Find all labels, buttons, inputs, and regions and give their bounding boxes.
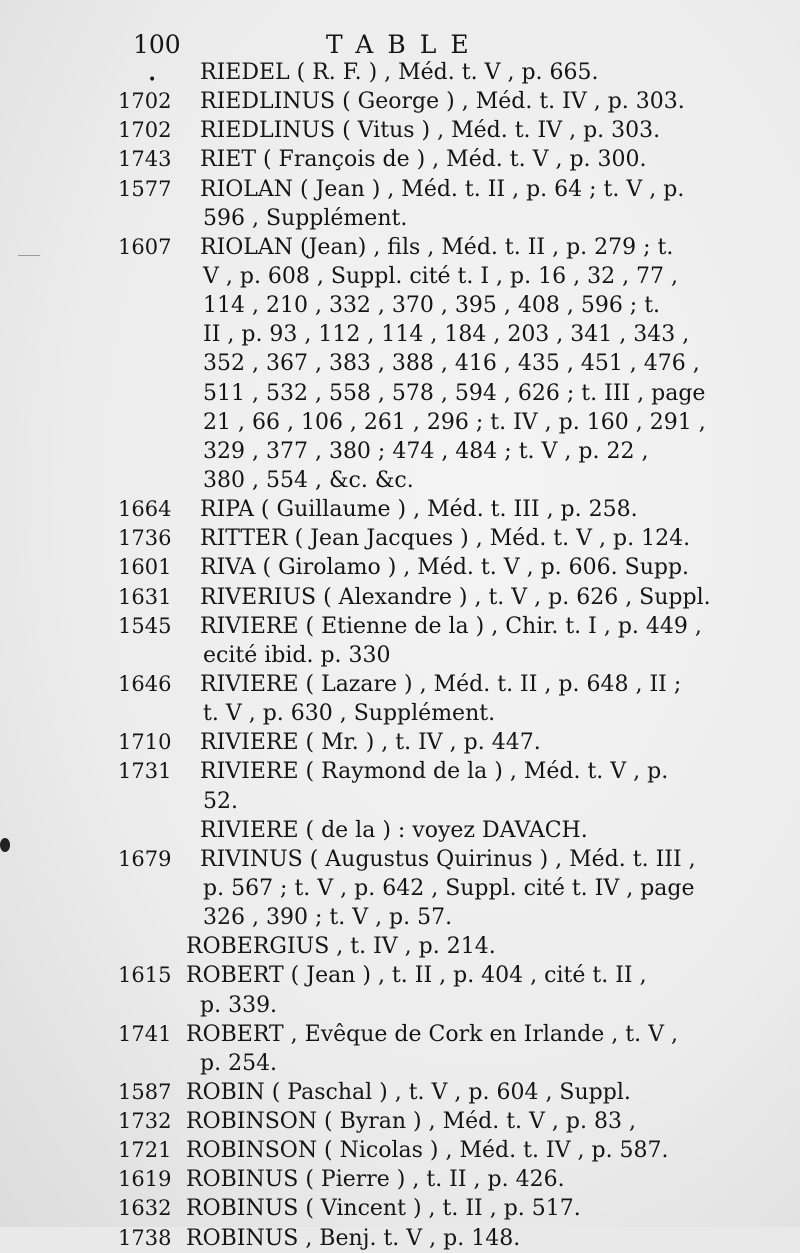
entry-continuation: 596 , Supplément. [203, 205, 408, 231]
entry-line [0, 437, 800, 466]
entry-heading: ROBINUS , Benj. t. V , p. 148. [186, 1225, 521, 1251]
entry-year: 1702 [118, 118, 172, 143]
entry-line [0, 58, 800, 87]
entry-line [0, 1224, 800, 1253]
entry-line [0, 1078, 800, 1107]
entry-heading: RIVIERE ( Mr. ) , t. IV , p. 447. [200, 730, 541, 756]
entry-line [0, 728, 800, 757]
bullet-mark: • [148, 72, 157, 88]
entry-year: 1679 [118, 846, 172, 871]
index-entry [0, 1136, 800, 1165]
running-title: TABLE [326, 30, 483, 59]
entry-heading: RIVA ( Girolamo ) , Méd. t. V , p. 606. Supp. [200, 555, 690, 581]
entry-line [0, 524, 800, 553]
entry-line [0, 932, 800, 961]
entry-year: 1631 [118, 584, 172, 609]
entry-heading: ROBERT ( Jean ) , t. II , p. 404 , cité t. II , [186, 963, 647, 989]
entry-line [0, 1165, 800, 1194]
entry-continuation: p. 567 ; t. V , p. 642 , Suppl. cité t. IV , page [203, 875, 695, 901]
entry-line [0, 175, 800, 204]
entry-line [0, 291, 800, 320]
entry-year: 1731 [118, 759, 172, 784]
index-entry [0, 175, 800, 233]
index-entry [0, 1020, 800, 1078]
entry-line [0, 583, 800, 612]
entry-line [0, 757, 800, 786]
entry-heading: RIEDLINUS ( George ) , Méd. t. IV , p. 303. [200, 89, 685, 115]
entry-line [0, 845, 800, 874]
index-entry [0, 1224, 800, 1253]
entry-continuation: II , p. 93 , 112 , 114 , 184 , 203 , 341 , 343 , [203, 322, 690, 348]
entry-line [0, 204, 800, 233]
entry-heading: RITTER ( Jean Jacques ) , Méd. t. V , p. 124. [200, 526, 691, 552]
entry-line [0, 991, 800, 1020]
entry-year: 1721 [118, 1138, 172, 1163]
entry-heading: ROBINUS ( Pierre ) , t. II , p. 426. [186, 1167, 565, 1193]
entry-continuation: 114 , 210 , 332 , 370 , 395 , 408 , 596 ; t. [203, 293, 661, 319]
index-entry [0, 728, 800, 757]
index-entry [0, 1194, 800, 1223]
entry-year: 1732 [118, 1109, 172, 1134]
entry-line [0, 903, 800, 932]
index-entry [0, 670, 800, 728]
entry-year: 1710 [118, 730, 172, 755]
index-entry [0, 233, 800, 495]
entry-heading: RIEDLINUS ( Vitus ) , Méd. t. IV , p. 303. [200, 118, 661, 144]
index-entry [0, 845, 800, 932]
entry-year: 1607 [118, 234, 172, 259]
entry-line [0, 1020, 800, 1049]
entry-year: 1664 [118, 497, 172, 522]
index-entry [0, 495, 800, 524]
entry-heading: RIVIERE ( Lazare ) , Méd. t. II , p. 648 , II ; [200, 671, 682, 697]
index-entry [0, 553, 800, 582]
entry-line [0, 1136, 800, 1165]
entry-continuation: 352 , 367 , 383 , 388 , 416 , 435 , 451 , 476 , [203, 351, 700, 377]
index-entry [0, 1165, 800, 1194]
entry-heading: ROBINUS ( Vincent ) , t. II , p. 517. [186, 1196, 581, 1222]
entry-line [0, 87, 800, 116]
index-entry [0, 116, 800, 145]
entry-line [0, 961, 800, 990]
index-entry [0, 524, 800, 553]
entry-year: 1738 [118, 1225, 172, 1250]
entry-continuation: V , p. 608 , Suppl. cité t. I , p. 16 , 32 , 77 , [203, 263, 679, 289]
entry-line [0, 816, 800, 845]
entry-year: 1743 [118, 147, 172, 172]
entry-continuation: t. V , p. 630 , Supplément. [203, 701, 496, 727]
page-number: 100 [133, 30, 181, 59]
entry-year: 1587 [118, 1079, 172, 1104]
entry-line [0, 349, 800, 378]
entry-heading: RIOLAN ( Jean ) , Méd. t. II , p. 64 ; t. V , p. [200, 176, 685, 202]
entry-year: 1702 [118, 89, 172, 114]
entry-line [0, 495, 800, 524]
entry-heading: ROBIN ( Paschal ) , t. V , p. 604 , Suppl. [186, 1079, 631, 1105]
entry-year: 1646 [118, 671, 172, 696]
index-entry [0, 757, 800, 815]
entry-year: 1741 [118, 1021, 172, 1046]
entry-year: 1577 [118, 176, 172, 201]
entry-line [0, 379, 800, 408]
index-entry [0, 58, 800, 87]
entry-line [0, 1049, 800, 1078]
entry-line [0, 874, 800, 903]
entry-heading: RIVERIUS ( Alexandre ) , t. V , p. 626 , Suppl. [200, 584, 711, 610]
index-entry [0, 612, 800, 670]
entry-continuation: 21 , 66 , 106 , 261 , 296 ; t. IV , p. 160 , 291 , [203, 409, 706, 435]
entry-year: 1601 [118, 555, 172, 580]
entry-year: 1619 [118, 1167, 172, 1192]
entry-continuation: 380 , 554 , &c. &c. [203, 467, 414, 493]
entry-line [0, 787, 800, 816]
entry-line [0, 1107, 800, 1136]
entry-heading: RIEDEL ( R. F. ) , Méd. t. V , p. 665. [200, 60, 599, 85]
entry-year: 1615 [118, 963, 172, 988]
entry-continuation: 511 , 532 , 558 , 578 , 594 , 626 ; t. III , page [203, 380, 706, 406]
entry-line [0, 699, 800, 728]
entry-continuation: 329 , 377 , 380 ; 474 , 484 ; t. V , p. 22 , [203, 438, 649, 464]
index-entry [0, 1078, 800, 1107]
entry-heading: RIET ( François de ) , Méd. t. V , p. 300. [200, 147, 647, 173]
entry-line [0, 1194, 800, 1223]
entry-continuation: p. 339. [200, 992, 278, 1018]
entry-heading: ROBINSON ( Byran ) , Méd. t. V , p. 83 , [186, 1109, 636, 1135]
entry-continuation: p. 254. [200, 1050, 278, 1076]
index-entry [0, 961, 800, 1019]
entry-line [0, 641, 800, 670]
entry-line [0, 466, 800, 495]
entry-year: 1632 [118, 1196, 172, 1221]
index-entry [0, 583, 800, 612]
entry-year: 1736 [118, 526, 172, 551]
index-entries [0, 58, 800, 1253]
entry-line [0, 233, 800, 262]
index-entry [0, 816, 800, 845]
entry-heading: RIPA ( Guillaume ) , Méd. t. III , p. 258. [200, 497, 638, 523]
entry-heading: ROBERGIUS , t. IV , p. 214. [186, 934, 496, 960]
entry-heading: RIVINUS ( Augustus Quirinus ) , Méd. t. III , [200, 846, 696, 872]
entry-line [0, 145, 800, 174]
entry-line [0, 320, 800, 349]
entry-year: 1545 [118, 613, 172, 638]
entry-heading: ROBINSON ( Nicolas ) , Méd. t. IV , p. 587. [186, 1138, 669, 1164]
entry-line [0, 262, 800, 291]
index-entry [0, 932, 800, 961]
entry-heading: RIVIERE ( Etienne de la ) , Chir. t. I , p. 449 , [200, 613, 702, 639]
entry-line [0, 553, 800, 582]
index-entry [0, 1107, 800, 1136]
entry-heading: RIOLAN (Jean) , fils , Méd. t. II , p. 279 ; t. [200, 234, 674, 260]
index-entry [0, 145, 800, 174]
entry-heading: RIVIERE ( Raymond de la ) , Méd. t. V , p. [200, 759, 669, 785]
index-entry [0, 87, 800, 116]
entry-line [0, 612, 800, 641]
entry-continuation: ecité ibid. p. 330 [203, 642, 391, 668]
entry-heading: RIVIERE ( de la ) : voyez DAVACH. [200, 817, 588, 843]
entry-continuation: 326 , 390 ; t. V , p. 57. [203, 905, 453, 931]
entry-continuation: 52. [203, 788, 238, 814]
entry-line [0, 116, 800, 145]
entry-heading: ROBERT , Evêque de Cork en Irlande , t. V , [186, 1021, 678, 1047]
entry-line [0, 408, 800, 437]
entry-line [0, 670, 800, 699]
